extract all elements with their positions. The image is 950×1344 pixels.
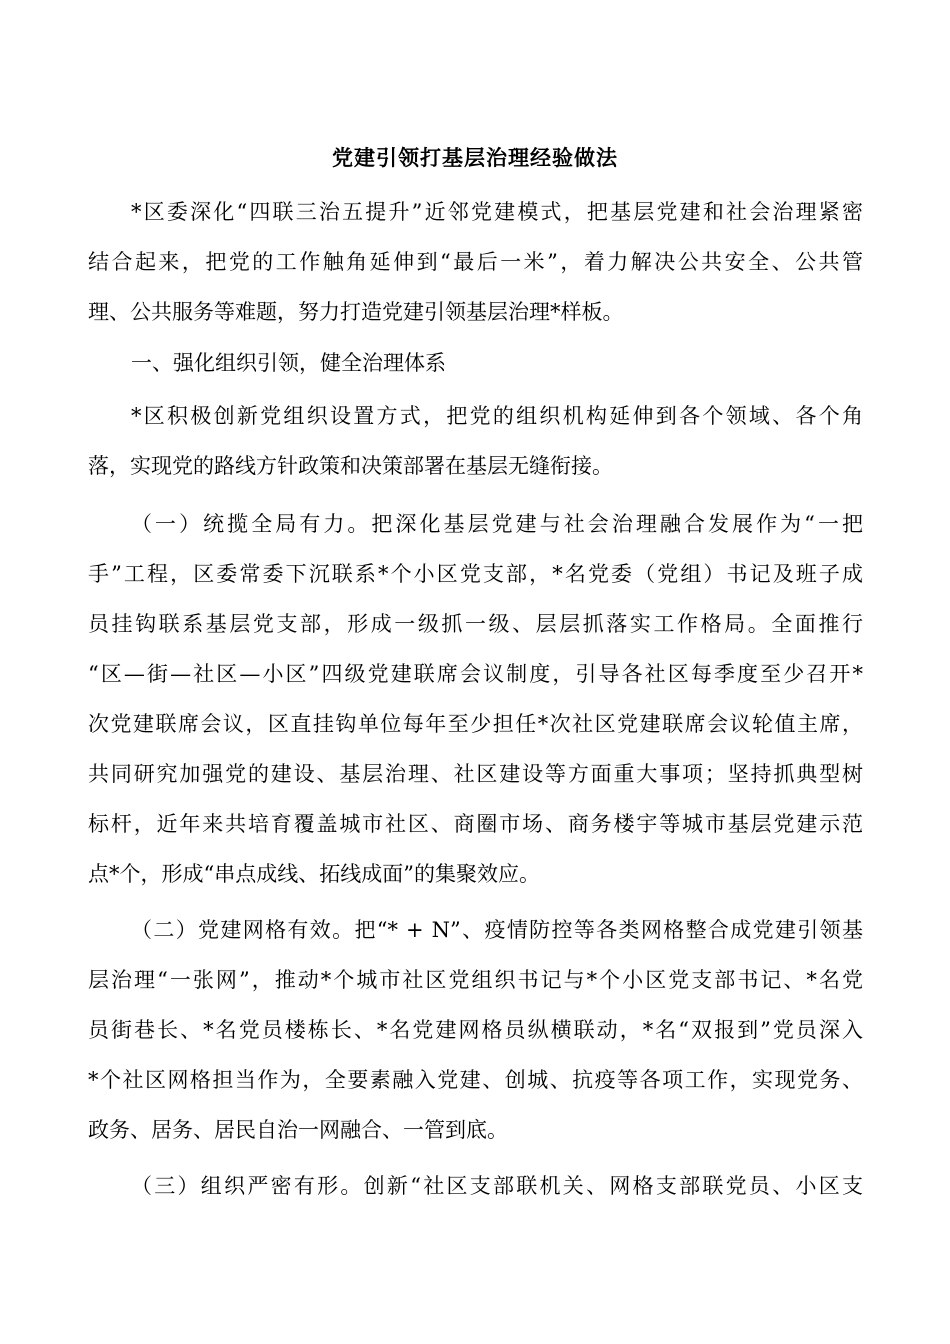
paragraph-line: 次党建联席会议，区直挂钩单位每年至少担任*次社区党建联席会议轮值主席， bbox=[88, 712, 863, 736]
paragraph-line: 点*个，形成“串点成线、拓线成面”的集聚效应。 bbox=[88, 862, 540, 886]
paragraph-line: 共同研究加强党的建设、基层治理、社区建设等方面重大事项；坚持抓典型树 bbox=[88, 762, 863, 786]
paragraph-line: 结合起来，把党的工作触角延伸到“最后一米”，着力解决公共安全、公共管 bbox=[88, 250, 863, 274]
paragraph-line: 员街巷长、*名党员楼栋长、*名党建网格员纵横联动，*名“双报到”党员深入 bbox=[88, 1018, 863, 1042]
paragraph-line: 手”工程，区委常委下沉联系*个小区党支部，*名党委（党组）书记及班子成 bbox=[88, 562, 863, 586]
document-title: 党建引领打基层治理经验做法 bbox=[332, 145, 618, 170]
paragraph-line: 员挂钩联系基层党支部，形成一级抓一级、层层抓落实工作格局。全面推行 bbox=[88, 612, 863, 636]
paragraph-line: “区—街—社区—小区”四级党建联席会议制度，引导各社区每季度至少召开* bbox=[88, 662, 863, 686]
paragraph-line: （三）组织严密有形。创新“社区支部联机关、网格支部联党员、小区支 bbox=[131, 1174, 863, 1198]
paragraph-line: *个社区网格担当作为，全要素融入党建、创城、抗疫等各项工作，实现党务、 bbox=[88, 1068, 863, 1092]
section-heading: 一、强化组织引领，健全治理体系 bbox=[131, 351, 446, 375]
paragraph-line: 理、公共服务等难题，努力打造党建引领基层治理*样板。 bbox=[88, 300, 624, 324]
paragraph-line: 标杆，近年来共培育覆盖城市社区、商圈市场、商务楼宇等城市基层党建示范 bbox=[88, 812, 863, 836]
paragraph-line: （二）党建网格有效。把“* + N”、疫情防控等各类网格整合成党建引领基 bbox=[131, 918, 863, 942]
paragraph-line: （一）统揽全局有力。把深化基层党建与社会治理融合发展作为“一把 bbox=[131, 512, 863, 536]
paragraph-line: *区委深化“四联三治五提升”近邻党建模式，把基层党建和社会治理紧密 bbox=[131, 200, 863, 224]
paragraph-line: *区积极创新党组织设置方式，把党的组织机构延伸到各个领域、各个角 bbox=[131, 404, 863, 428]
paragraph-line: 层治理“一张网”，推动*个城市社区党组织书记与*个小区党支部书记、*名党 bbox=[88, 968, 863, 992]
paragraph-line: 政务、居务、居民自治一网融合、一管到底。 bbox=[88, 1118, 508, 1142]
paragraph-line: 落，实现党的路线方针政策和决策部署在基层无缝衔接。 bbox=[88, 454, 613, 478]
